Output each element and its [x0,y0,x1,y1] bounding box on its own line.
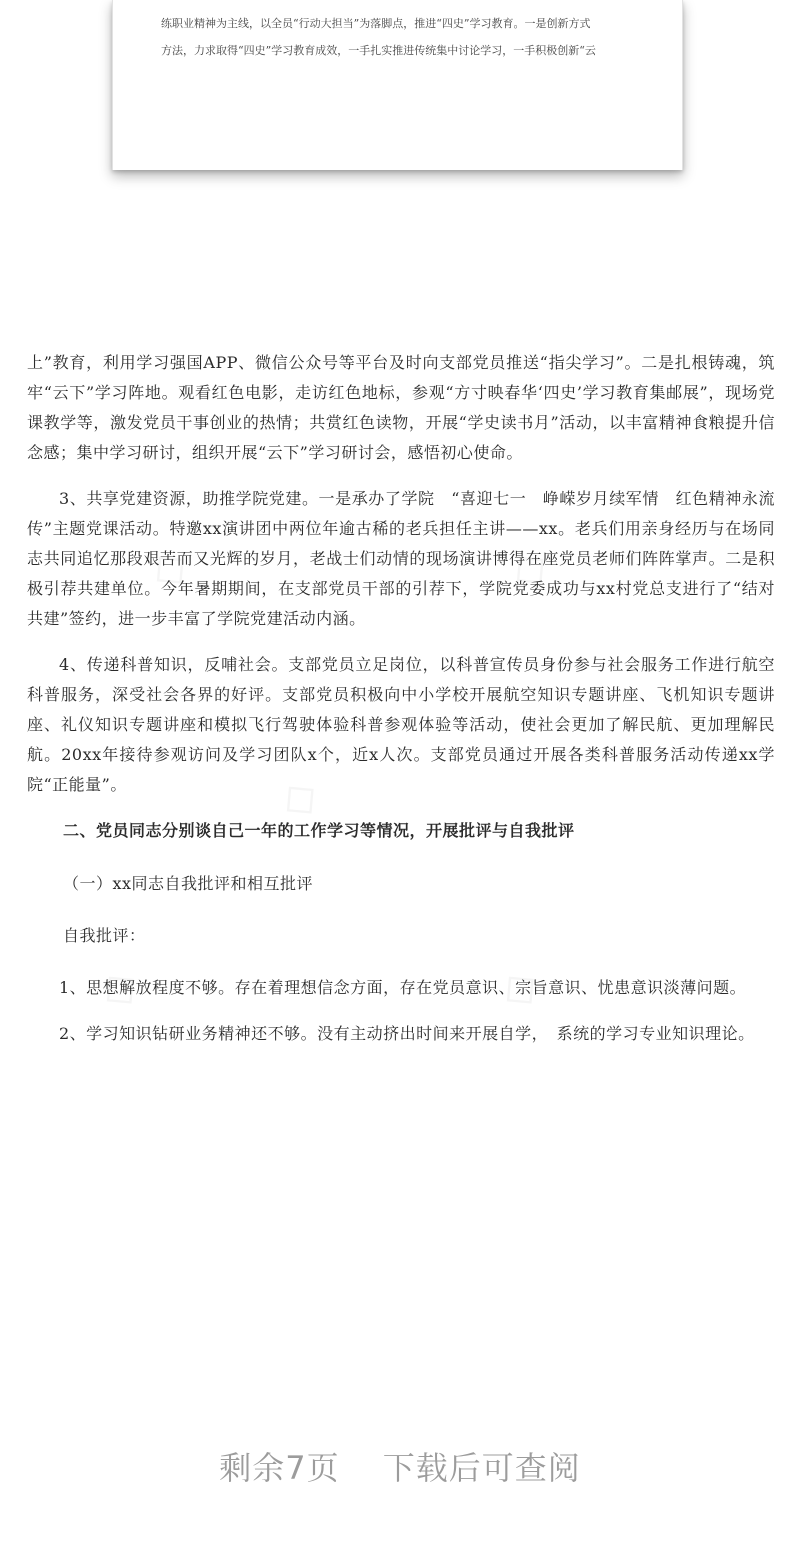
self-criticism-label: 自我批评： [63,926,146,945]
subsection-heading-1: （一）xx同志自我批评和相互批评 [63,874,314,893]
download-hint-text: 下载后可查阅 [382,1449,581,1487]
paragraph-4: 4、传递科普知识，反哺社会。支部党员立足岗位，以科普宣传员身份参与社会服务工作进行航空科普服务，深受社会各界的好评。支部党员积极向中小学校开展航空知识专题讲座、飞机知识专题讲座、礼仪知识专题讲座和模拟飞行驾驶体验科普参观体验等活动，使社会更加了解民航、更加理解民航。20xx年接待参观访问及学习团队x个，近x人次。支部党员通过开展各类科普服务活动传递xx学院“正能量”。 [27,655,775,794]
section-heading-2: 二、党员同志分别谈自己一年的工作学习等情况，开展批评与自我批评 [63,821,575,840]
preview-line: 方法，力求取得“四史”学习教育成效，一手扎实推进传统集中讨论学习，一手积极创新“云 [161,44,596,57]
criticism-item-2: 2、学习知识钻研业务精神还不够。没有主动挤出时间来开展自学， 系统的学习专业知识理论。 [59,1024,755,1043]
remaining-pages-prompt[interactable] [0,1443,800,1489]
document-body [27,348,775,1065]
paragraph-3: 3、共享党建资源，助推学院党建。一是承办了学院 “喜迎七一 峥嵘岁月续军情 红色精神永流传”主题党课活动。特邀xx演讲团中两位年逾古稀的老兵担任主讲——xx。老兵们用亲身经历与在场同志共同追忆那段艰苦而又光辉的岁月，老战士们动情的现场演讲博得在座党员老师们阵阵掌声。二是积极引荐共建单位。今年暑期期间，在支部党员干部的引荐下，学院党委成功与xx村党总支进行了“结对共建”签约，进一步丰富了学院党建活动内涵。 [27,489,775,628]
previous-page-preview [112,0,683,170]
paragraph-continued: 上”教育，利用学习强国APP、微信公众号等平台及时向支部党员推送“指尖学习”。二是扎根铸魂，筑牢“云下”学习阵地。观看红色电影，走访红色地标，参观“方寸映春华‘四史’学习教育集邮展”，现场党课教学等，激发党员干事创业的热情；共赏红色读物，开展“学史读书月”活动，以丰富精神食粮提升信念感；集中学习研讨，组织开展“云下”学习研讨会，感悟初心使命。 [27,353,775,462]
remaining-pages-text: 剩余7页 [219,1449,340,1487]
preview-line: 练职业精神为主线，以全员“行动大担当”为落脚点，推进“四史”学习教育。一是创新方式 [161,17,591,30]
criticism-item-1: 1、思想解放程度不够。存在着理想信念方面，存在党员意识、宗旨意识、忧患意识淡薄问题。 [59,978,747,997]
